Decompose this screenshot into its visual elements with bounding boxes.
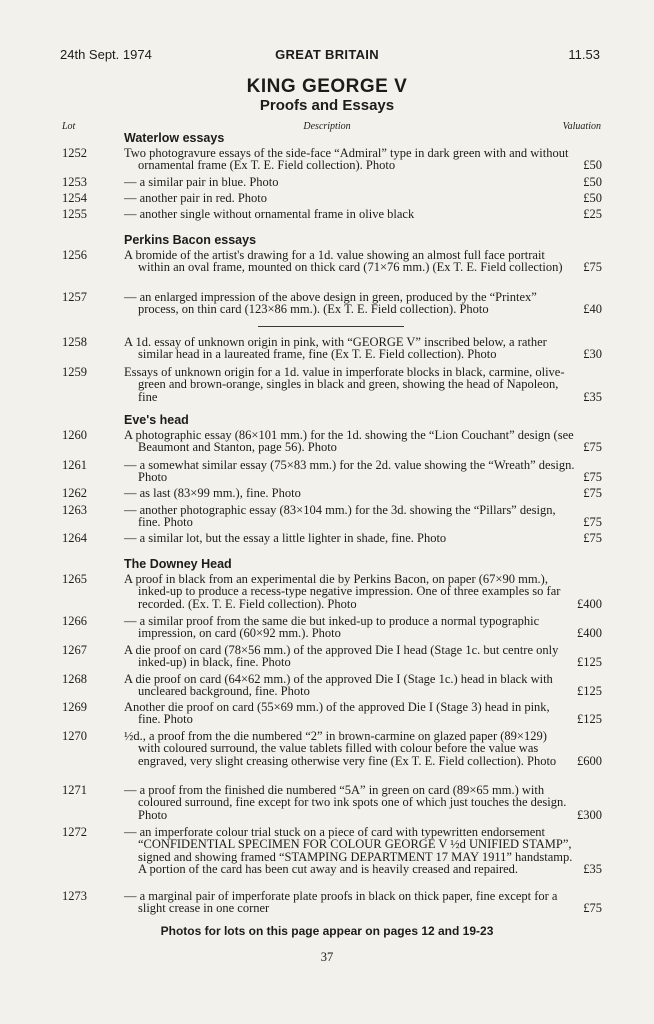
lot-valuation: £75 <box>583 901 602 916</box>
lot-valuation: £30 <box>583 347 602 362</box>
lot-description: — another single without ornamental frame in olive black <box>124 207 415 221</box>
lot-number: 1267 <box>62 643 87 657</box>
lot-valuation: £35 <box>583 389 602 404</box>
lot-number: 1273 <box>62 889 87 903</box>
lot-number: 1256 <box>62 248 87 262</box>
lot-valuation: £75 <box>583 515 602 530</box>
lot-description: — a similar lot, but the essay a little lighter in shade, fine. Photo <box>124 531 447 545</box>
lot-description: Two photogravure essays of the side-face “Admiral” type in dark green with and without ornamental frame (Ex T. E. Field collection). Photo <box>124 146 569 173</box>
lot-entry <box>0 176 602 188</box>
lot-valuation: £75 <box>583 260 602 275</box>
section-heading-eves-head: Eve's head <box>124 413 189 427</box>
page-title: KING GEORGE V <box>246 76 408 97</box>
lot-description: — another photographic essay (83×104 mm.) for the 3d. showing the “Pillars” design, fine. Photo <box>124 503 556 530</box>
lot-number: 1264 <box>62 531 87 545</box>
lot-description: — an enlarged impression of the above design in green, produced by the “Printex” process, on thin card (123×86 mm.). (Ex T. E. Field collection). Photo <box>124 290 537 317</box>
lot-description: A 1d. essay of unknown origin in pink, with “GEORGE V” inscribed below, a rather similar head in a laureated frame, fine (Ex T. E. Field collection). Photo <box>124 335 547 362</box>
lot-number: 1269 <box>62 700 87 714</box>
lot-valuation: £40 <box>583 302 602 317</box>
lot-entry <box>0 366 602 403</box>
lot-description: ½d., a proof from the die numbered “2” in brown-carmine on glazed paper (89×129) with coloured surround, the value tablets filled with colour before the value was engraved, very slight creasing otherwise very fine (Ex T. E. Field collection). Photo <box>124 729 557 768</box>
lot-description: — a proof from the finished die numbered “5A” in green on card (89×65 mm.) with coloured surround, fine except for two ink spots one of which just touches the design. Photo <box>124 783 567 822</box>
section-divider <box>258 326 404 327</box>
lot-number: 1261 <box>62 458 87 472</box>
lot-valuation: £75 <box>583 486 602 500</box>
photos-footnote: Photos for lots on this page appear on pages 12 and 19-23 <box>160 924 494 938</box>
column-head-description: Description <box>303 121 351 132</box>
lot-valuation: £25 <box>583 207 602 221</box>
lot-description: A die proof on card (78×56 mm.) of the approved Die I head (Stage 1c. but centre only inked-up) in black, fine. Photo <box>124 643 559 670</box>
section-heading-perkins-bacon: Perkins Bacon essays <box>124 233 257 247</box>
running-header <box>0 47 654 63</box>
lot-description: A die proof on card (64×62 mm.) of the approved Die I (Stage 1c.) head in black with uncleared background, fine. Photo <box>124 672 553 699</box>
lot-number: 1272 <box>62 825 87 839</box>
lot-description: A bromide of the artist's drawing for a 1d. value showing an almost full face portrait within an oval frame, mounted on thick card (71×76 mm.) (Ex T. E. Field collection) <box>124 248 563 275</box>
lot-entry <box>0 336 602 361</box>
page-number: 37 <box>320 950 334 964</box>
lot-entry <box>0 673 602 698</box>
lot-valuation: £50 <box>583 158 602 173</box>
lot-entry <box>0 701 602 726</box>
lot-description: — a somewhat similar essay (75×83 mm.) for the 2d. value showing the “Wreath” design. Photo <box>124 458 575 485</box>
lot-valuation: £300 <box>577 807 602 822</box>
section-heading-downey-head: The Downey Head <box>124 557 232 571</box>
lot-entry <box>0 459 602 484</box>
lot-entry <box>0 291 602 316</box>
lot-valuation: £35 <box>583 862 602 877</box>
lot-description: A proof in black from an experimental die by Perkins Bacon, on paper (67×90 mm.), inked-up to produce a recess-type negative impression. One of three examples so far recorded. (Ex. T. E. Field collection). Photo <box>124 572 561 611</box>
lot-number: 1254 <box>62 191 87 205</box>
lot-description: Another die proof on card (55×69 mm.) of the approved Die I (Stage 3) head in pink, fine. Photo <box>124 700 550 727</box>
lot-number: 1258 <box>62 335 87 349</box>
lot-valuation: £125 <box>577 712 602 727</box>
lot-entry <box>0 573 602 610</box>
lot-description: — an imperforate colour trial stuck on a piece of card with typewritten endorsement “CONFIDENTIAL SPECIMEN FOR COLOUR GEORGE V ½d UNIFIED STAMP”, signed and showing framed “STAMPING DEPARTMENT 17 MAY 1911” handstamp. A portion of the card has been cut away and is heavily creased and repaired. <box>124 825 573 877</box>
lot-description: Essays of unknown origin for a 1d. value in imperforate blocks in black, carmine, olive-green and brown-orange, singles in black and green, showing the head of Napoleon, fine <box>124 365 565 404</box>
lot-valuation: £75 <box>583 440 602 455</box>
lot-entry <box>0 615 602 640</box>
lot-entry <box>0 249 602 274</box>
lot-number: 1266 <box>62 614 87 628</box>
lot-number: 1252 <box>62 146 87 160</box>
lot-valuation: £125 <box>577 684 602 699</box>
lot-valuation: £50 <box>583 191 602 205</box>
lot-entry <box>0 826 602 876</box>
lot-entry <box>0 532 602 544</box>
lot-valuation: £50 <box>583 175 602 189</box>
lot-number: 1257 <box>62 290 87 304</box>
lot-number: 1271 <box>62 783 87 797</box>
lot-entry <box>0 784 602 821</box>
lot-entry <box>0 429 602 454</box>
section-heading-waterlow: Waterlow essays <box>124 131 225 145</box>
lot-description: — as last (83×99 mm.), fine. Photo <box>124 486 301 500</box>
lot-description: — a marginal pair of imperforate plate proofs in black on thick paper, fine except for a slight crease in one corner <box>124 889 558 916</box>
lot-number: 1265 <box>62 572 87 586</box>
lot-valuation: £125 <box>577 655 602 670</box>
lot-number: 1253 <box>62 175 87 189</box>
lot-entry <box>0 730 602 767</box>
lot-description: A photographic essay (86×101 mm.) for the 1d. showing the “Lion Couchant” design (see Beaumont and Stanton, page 56). Photo <box>124 428 574 455</box>
lot-description: — a similar proof from the same die but inked-up to produce a normal typographic impression, on card (60×92 mm.). Photo <box>124 614 540 641</box>
lot-entry <box>0 147 602 172</box>
lot-entry <box>0 208 602 220</box>
column-head-valuation: Valuation <box>562 121 601 132</box>
lot-valuation: £600 <box>577 753 602 768</box>
lot-entry <box>0 644 602 669</box>
header-page-ref: 11.53 <box>568 47 600 62</box>
lot-valuation: £75 <box>583 531 602 545</box>
lot-entry <box>0 487 602 499</box>
lot-number: 1262 <box>62 486 87 500</box>
lot-number: 1255 <box>62 207 87 221</box>
lot-number: 1263 <box>62 503 87 517</box>
lot-number: 1270 <box>62 729 87 743</box>
lot-valuation: £400 <box>577 596 602 611</box>
lot-entry <box>0 504 602 529</box>
lot-description: — a similar pair in blue. Photo <box>124 175 279 189</box>
lot-valuation: £75 <box>583 470 602 485</box>
lot-description: — another pair in red. Photo <box>124 191 268 205</box>
column-head-lot: Lot <box>62 121 76 132</box>
lot-number: 1268 <box>62 672 87 686</box>
header-date: 24th Sept. 1974 <box>60 47 152 62</box>
lot-entry <box>0 192 602 204</box>
lot-number: 1260 <box>62 428 87 442</box>
header-title: GREAT BRITAIN <box>275 47 379 62</box>
lot-number: 1259 <box>62 365 87 379</box>
page-subtitle: Proofs and Essays <box>259 97 395 114</box>
lot-entry <box>0 890 602 915</box>
lot-valuation: £400 <box>577 626 602 641</box>
